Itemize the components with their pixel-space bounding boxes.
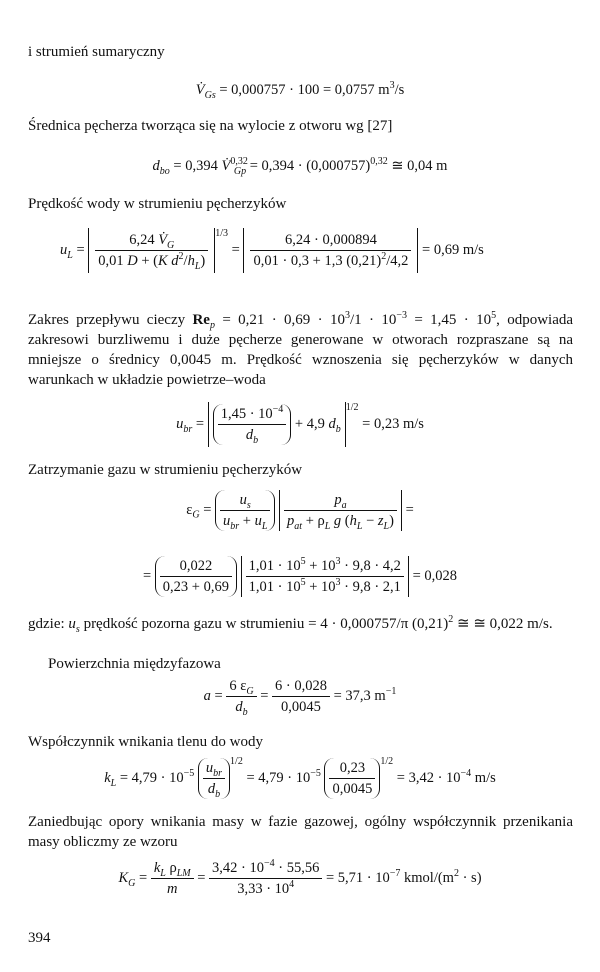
text-wspolczynnik: Współczynnik wnikania tlenu do wody [28, 734, 263, 750]
equation-a: a = $\frac{6 \varepsilon_G}{d_b}$ = $\frac{6 \cdot 0,028}{0,0045}$ = 37,3 $m^{-1}$ [203, 678, 397, 718]
equation-eg-1: $\varepsilon_G$ = $\frac{u_s}{u_{br} + u_L}$ $\frac{p_a}{p_{at} + \rho_L g (h_L - z_L)}$ = [186, 492, 414, 532]
equation-ubr: $u_{br}$ = $\frac{1,45 \cdot 10^{-4}}{d_b}$ + 4,9 $d_b^{1/2} = 0,23$ m/s [176, 401, 424, 446]
page-number: 394 [28, 930, 51, 946]
equation-ul: $u_L$ = $\frac{6,24 V̇_G}{0,01 D + (K d^2/h_L)}$ $^{1/3}$ = $\frac{6,24 \cdot 0,000894}{0,01 \cdot 0,3 + 1,3 (0,21)^2/4,2}$ = 0,69 m/s [60, 227, 484, 272]
text-predkosc: Prędkość wody w strumieniu pęcherzyków [28, 196, 287, 212]
equation-eg-2: = $\frac{0,022}{0,23 + 0,69}$ $\frac{1,01 \cdot 10^5 + 10^3 \cdot 9,8 \cdot 4,2}{1,01 \cdot 10^5 + 10^3 \cdot 9,8 \cdot 2,1}$ = 0,028 [142, 556, 457, 595]
text-srednica: Średnica pęcherza tworząca się na wylocie z otworu wg [27] [28, 118, 393, 134]
equation-vgs: $V̇_{Gs} = 0,000757 \cdot 100 = 0,0757$ $m^3/s$ [195, 80, 405, 101]
text-intro-sum: i strumień sumaryczny [28, 44, 165, 60]
text-powierzchnia: Powierzchnia międzyfazowa [48, 656, 221, 672]
equation-kl: $k_L = 4,79 \cdot 10^{-5}$ $\frac{u_{br}}{d_b}$ $^{1/2} = 4,79 \cdot 10^{-5}$ $\frac{0,23}{0,0045}$ $^{1/2} = 3,42 \cdot 10^{-4}$ m/s [104, 755, 496, 800]
equation-kg: $K_G$ = $\frac{k_L \rho_{LM}}{m}$ = $\frac{3,42 \cdot 10^{-4} \cdot 55,56}{3,33 \cdot 10^4}$ = $5,71 \cdot 10^{-7}$ kmol/$(m^2 \cdot s)$ [118, 858, 482, 897]
text-zatrzymanie: Zatrzymanie gazu w strumieniu pęcherzyków [28, 462, 303, 478]
text-gdzie: gdzie: $u_s$ prędkość pozorna gazu w strumieniu = 4 · 0,000757/π $(0,21)^2$ ≅ ≅ 0,022 m/s. [28, 614, 553, 635]
equation-dbo: $d_{bo} = 0,394$ V̇$^{0,32}_{Gp}$ = $0,394 \cdot (0,000757)^{0,32}$ ≅ 0,04 m [152, 156, 448, 177]
text-zaniedbujac: Zaniedbując opory wnikania masy w fazie gazowej, ogólny współczynnik przenikania masy obliczmy ze wzoru [28, 814, 573, 850]
text-zakres: Zakres przepływu cieczy $Re_p = 0,21 \cdot 0,69 \cdot 10^3/1 \cdot 10^{-3} = 1,45 \cdot 10^5$, odpowiada zakresowi burzliwemu i duże pęcherze generowane w otworach rozpraszane są na mniejsze o średnicy 0,0045 m. Prędkość wznoszenia się pęcherzyków w danych warunkach w układzie powietrze–woda [28, 310, 574, 388]
